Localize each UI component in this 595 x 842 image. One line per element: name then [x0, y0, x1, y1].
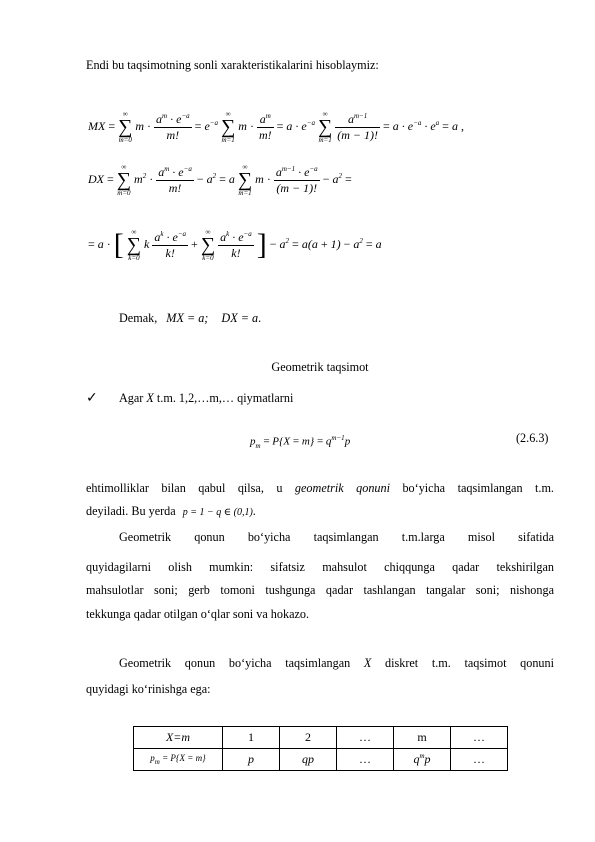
- table-cell: …: [337, 749, 394, 771]
- para2-line1: Geometrik qonun bo‘yicha taqsimlangan t.m.larga misol sifatida: [119, 530, 554, 544]
- para2-line3: mahsulotlar soni; gerb tomoni tushgunga qadar tashlangan tangalar soni; nishonga: [86, 583, 554, 597]
- table-cell: …: [451, 749, 508, 771]
- table-cell: …: [451, 727, 508, 749]
- para2-line2: quyidagilarni olish mumkin: sifatsiz mahsulot chiqqunga qadar tekshirilgan: [86, 560, 554, 574]
- table-cell: 2: [280, 727, 337, 749]
- dx-formula-line1: DX = ∞ ∑ m=0 $m^2$ · $\frac{a^m \cdot e^{-a}}{m!}$ − $a^2 = a$ ∞ ∑ m=1 m · $\frac{a^{m-1} \cdot e^{-a}}{(m - 1)!}$ − $a^2$ =: [88, 163, 352, 197]
- conclusion-mx: MX = a;: [166, 311, 209, 325]
- para3-line1: Geometrik qonun bo‘yicha taqsimlangan X diskret t.m. taqsimot qonuni: [119, 656, 554, 670]
- table-cell: p: [223, 749, 280, 771]
- item-text: t.m. 1,2,…m,… qiymatlarni: [156, 391, 294, 405]
- para1-line1: ehtimolliklar bilan qabul qilsa, u geometrik qonuni bo‘yicha taqsimlangan t.m.: [86, 481, 554, 495]
- checkmark-icon: ✓: [86, 390, 98, 406]
- para2-line4: tekkunga qadar otilgan o‘qlar soni va hokazo.: [86, 607, 310, 621]
- para1-line2-text: deyiladi. Bu yerda: [86, 504, 176, 518]
- eq-263-formula: $p_m = P\{X = m\} = q^{m-1}p$: [250, 434, 351, 450]
- table-row: [134, 749, 508, 771]
- para1-line2: deyiladi. Bu yerda p = 1 − q ∈ (0,1).: [86, 504, 256, 518]
- conclusion-word: Demak,: [119, 311, 158, 325]
- table-cell: qp: [280, 749, 337, 771]
- conclusion-line: [119, 311, 261, 325]
- eq-263-number: (2.6.3): [516, 431, 549, 445]
- dx-formula-line2: = a · [ ∞ ∑ k=0 k $\frac{a^k \cdot e^{-a}}{k!}$ + ∞ ∑ k=0 $\frac{a^k \cdot e^{-a}}{k!}$ ] − $a^2 = a(a + 1) - a^2 = a$: [88, 228, 382, 262]
- intro-text: Endi bu taqsimotning sonli xarakteristikalarini hisoblaymiz:: [86, 58, 379, 72]
- table-cell: …: [337, 727, 394, 749]
- bullet-item: [119, 391, 293, 405]
- table-row: [134, 727, 508, 749]
- table-cell: $p_m = P\{X = m\}$: [134, 749, 223, 771]
- section-title: Geometrik taqsimot: [271, 360, 369, 374]
- table-cell: X=m: [134, 727, 223, 749]
- table-cell: $q^mp$: [394, 749, 451, 771]
- table-cell: m: [394, 727, 451, 749]
- para1-condition: p = 1 − q ∈ (0,1): [182, 507, 253, 518]
- para3-line2: quyidagi ko‘rinishga ega:: [86, 682, 211, 696]
- conclusion-end: .: [258, 311, 262, 325]
- table-cell: 1: [223, 727, 280, 749]
- distribution-table: [133, 726, 508, 771]
- conclusion-dx: DX = a: [221, 311, 259, 325]
- mx-formula: MX = ∞ ∑ m=0 m · $\frac{a^m \cdot e^{-a}}{m!}$ = $e^{-a}$ ∞ ∑ m=1 m · $\frac{a^m}{m!}$ = $a \cdot e^{-a}$ ∞ ∑ m=1 $\frac{a^{m-1}}{(m - 1)!}$ = $a \cdot e^{-a} \cdot e^a = a$ ,: [88, 110, 464, 144]
- item-prefix: Agar: [119, 391, 144, 405]
- item-var: X: [146, 391, 154, 405]
